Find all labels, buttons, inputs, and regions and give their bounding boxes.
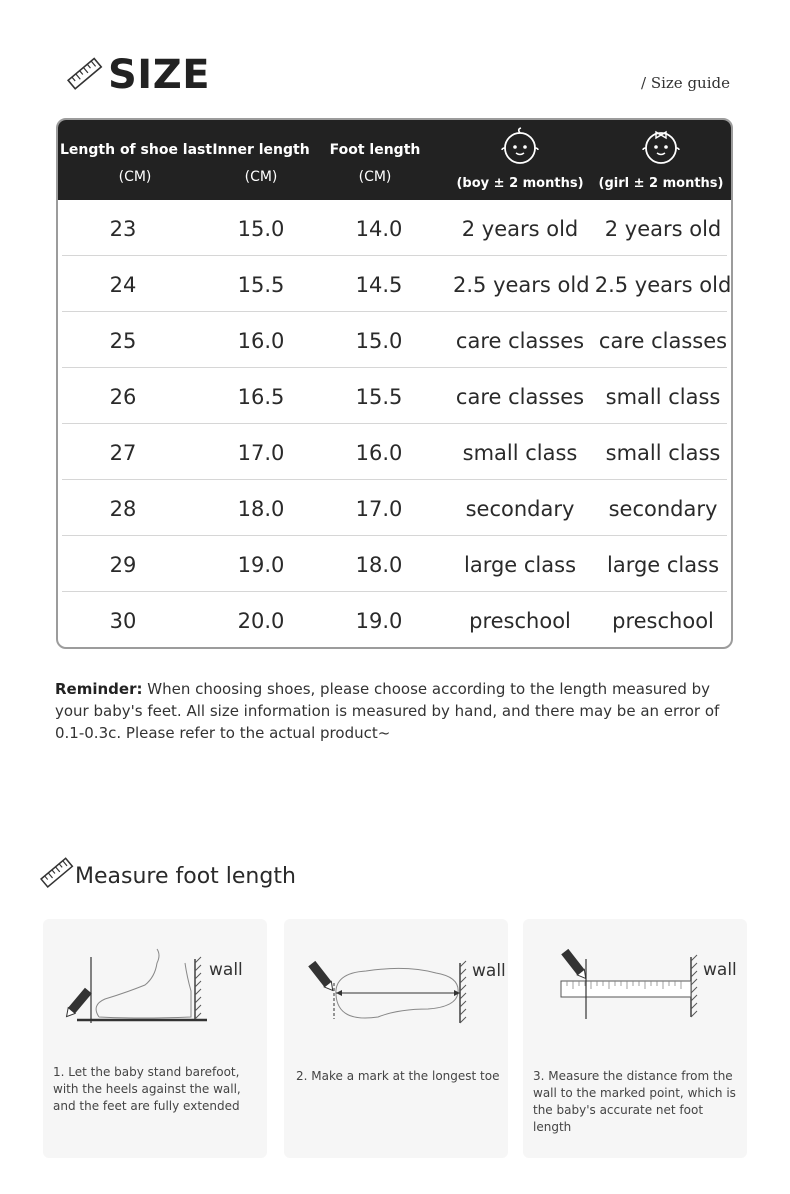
cell-inner-length: 16.0: [237, 329, 285, 353]
baby-boy-icon: [499, 126, 541, 168]
wall-label: wall: [703, 960, 737, 980]
cell-foot-length: 14.5: [355, 273, 403, 297]
cell-shoe-last: 24: [109, 273, 137, 297]
cell-inner-length: 17.0: [237, 441, 285, 465]
cell-foot-length: 17.0: [355, 497, 403, 521]
foot-standing-illustration: [43, 919, 267, 1049]
col-inner-length: [208, 120, 314, 200]
cell-shoe-last: 29: [109, 553, 137, 577]
cell-inner-length: 19.0: [237, 553, 285, 577]
table-header: [58, 120, 731, 200]
cell-boy: 2.5 years old: [453, 273, 590, 297]
cell-shoe-last: 27: [109, 441, 137, 465]
col-boy-label: (boy ± 2 months): [456, 176, 584, 191]
table-row: [62, 480, 727, 536]
cell-shoe-last: 23: [109, 217, 137, 241]
cell-foot-length: 14.0: [355, 217, 403, 241]
cell-inner-length: 15.0: [237, 217, 285, 241]
col-foot-length: [318, 120, 432, 200]
wall-label: wall: [472, 961, 506, 981]
col-inner-length-unit: (CM): [244, 169, 278, 185]
cell-girl: secondary: [608, 497, 718, 521]
cell-girl: 2 years old: [604, 217, 722, 241]
baby-girl-icon: [640, 126, 682, 168]
cell-boy: care classes: [455, 329, 585, 353]
col-shoe-last-unit: (CM): [118, 169, 152, 185]
cell-girl: small class: [605, 385, 721, 409]
col-shoe-last: [60, 120, 213, 200]
cell-shoe-last: 25: [109, 329, 137, 353]
cell-boy: large class: [463, 553, 577, 577]
measure-step-card: [284, 919, 508, 1158]
cell-shoe-last: 28: [109, 497, 137, 521]
measure-title: Measure foot length: [75, 864, 296, 889]
cell-girl: large class: [606, 553, 720, 577]
cell-foot-length: 18.0: [355, 553, 403, 577]
step-caption: 2. Make a mark at the longest toe: [296, 1069, 500, 1083]
cell-boy: preschool: [469, 609, 571, 633]
cell-boy: care classes: [455, 385, 585, 409]
cell-girl: small class: [605, 441, 721, 465]
wall-label: wall: [209, 960, 243, 980]
cell-shoe-last: 30: [109, 609, 137, 633]
table-row: [62, 256, 732, 312]
table-row: [62, 312, 727, 368]
foot-mark-illustration: [284, 919, 508, 1049]
table-row: [62, 424, 727, 480]
measure-step-card: [523, 919, 747, 1158]
col-girl: [588, 120, 733, 200]
cell-boy: 2 years old: [461, 217, 579, 241]
table-row: [62, 200, 727, 256]
ruler-icon: [67, 57, 103, 91]
table-row: [62, 368, 727, 424]
cell-girl: 2.5 years old: [594, 273, 732, 297]
cell-shoe-last: 26: [109, 385, 137, 409]
size-table: [56, 118, 733, 649]
step-caption: 3. Measure the distance from the wall to the marked point, which is the baby's accurate net foot length: [533, 1069, 736, 1134]
col-foot-length-label: Foot length: [329, 142, 421, 158]
cell-inner-length: 15.5: [237, 273, 285, 297]
col-inner-length-label: Inner length: [212, 142, 310, 158]
table-row: [62, 536, 727, 592]
step-caption: 1. Let the baby stand barefoot, with the heels against the wall, and the feet are fully extended: [53, 1065, 241, 1113]
cell-foot-length: 15.0: [355, 329, 403, 353]
col-foot-length-unit: (CM): [358, 169, 392, 185]
cell-foot-length: 16.0: [355, 441, 403, 465]
page-title: SIZE: [108, 52, 211, 98]
cell-inner-length: 18.0: [237, 497, 285, 521]
cell-foot-length: 19.0: [355, 609, 403, 633]
col-boy: [453, 120, 587, 200]
cell-girl: care classes: [598, 329, 728, 353]
cell-girl: preschool: [612, 609, 714, 633]
cell-inner-length: 16.5: [237, 385, 285, 409]
cell-boy: secondary: [465, 497, 575, 521]
cell-foot-length: 15.5: [355, 385, 403, 409]
cell-boy: small class: [462, 441, 578, 465]
reminder-text: [55, 678, 745, 744]
reminder-body: When choosing shoes, please choose according to the length measured by your baby's feet. All size information is measured by hand, and there may be an error of 0.1-0.3c. Please refer to the actual product~: [55, 680, 720, 742]
reminder-label: Reminder:: [55, 680, 143, 698]
col-girl-label: (girl ± 2 months): [598, 176, 724, 191]
cell-inner-length: 20.0: [237, 609, 285, 633]
ruler-measure-illustration: [523, 919, 747, 1049]
ruler-icon: [40, 856, 74, 890]
table-row: [62, 592, 727, 648]
size-guide-label: / Size guide: [641, 74, 730, 92]
col-shoe-last-label: Length of shoe last: [60, 142, 213, 158]
measure-step-card: [43, 919, 267, 1158]
